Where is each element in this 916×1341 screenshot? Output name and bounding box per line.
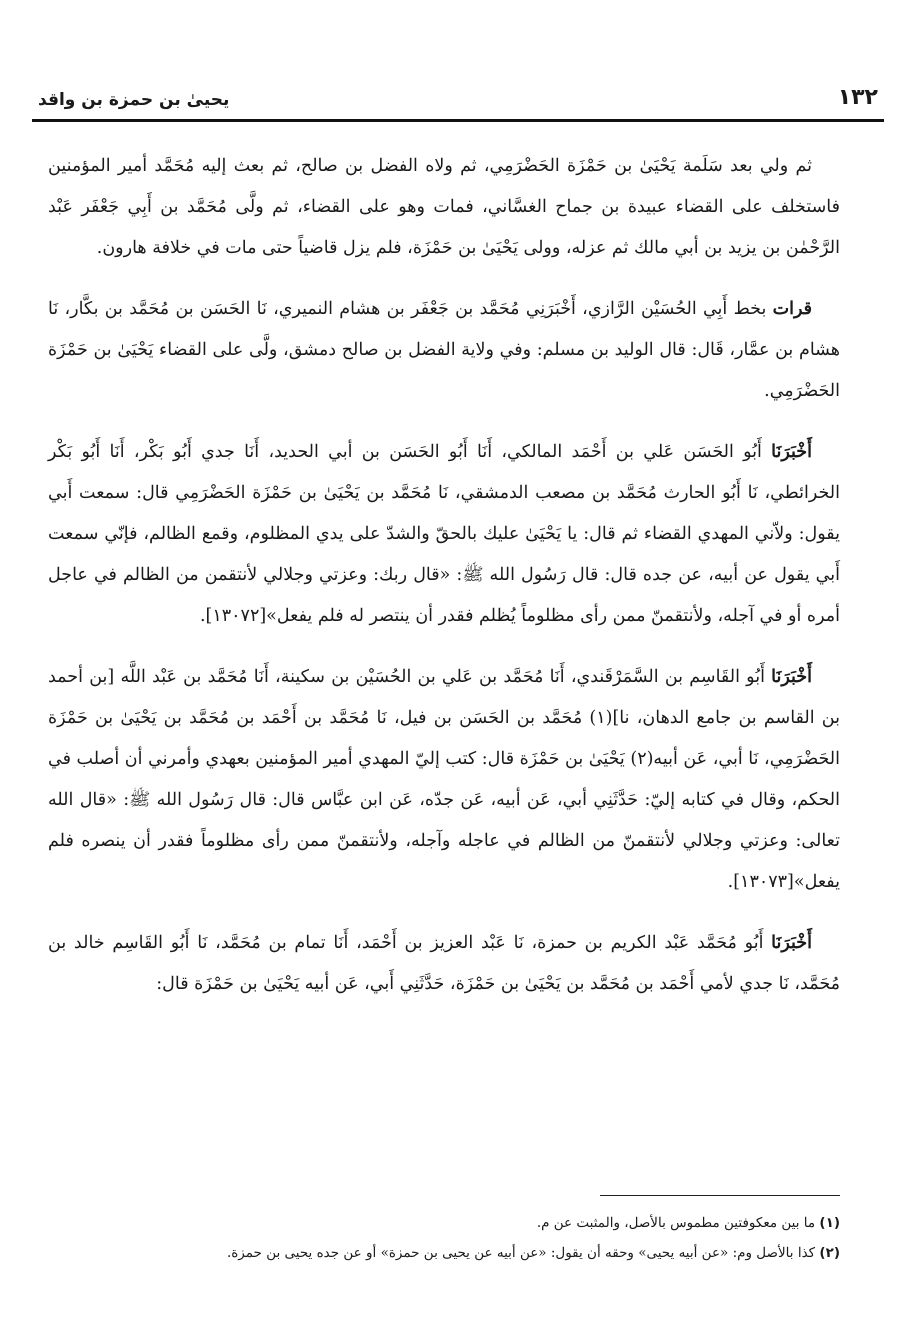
paragraph-4 — [48, 657, 840, 903]
running-head — [38, 80, 878, 110]
paragraph-lead: أَخْبَرَنَا — [771, 933, 812, 953]
paragraph-text: أَبُو الحَسَن عَلي بن أَحْمَد المالكي، أَنَا أَبُو الحَسَن بن أبي الحديد، أَنَا جدي أَبُو بَكْر، أَنَا أَبُو بَكْر الخرائطي، نَا أَبُو الحارث مُحَمَّد بن مصعب الدمشقي، نَا مُحَمَّد بن يَحْيَىٰ بن حَمْزَة الحَضْرَمِي قال: سمعت أَبي يقول: ولاّني المهدي القضاء ثم قال: يا يَحْيَىٰ عليك بالحقّ والشدّ على يدي المظلوم، وقمع الظالم، فإنّي سمعت أَبي يقول عن أبيه، عن جده قال: قال رَسُول الله ﷺ: «قال ربك: وعزتي وجلالي لأنتقمن من الظالم في عاجل أمره أو في آجله، ولأنتقمنّ ممن رأى مظلوماً يُظلم فقدر أن ينتصر له فلم يفعل»[١٣٠٧٢]. — [48, 442, 840, 626]
paragraph-lead: أَخْبَرَنَا — [771, 442, 812, 462]
paragraph-lead: قرات — [772, 299, 812, 319]
footnote-mark: (٢) — [819, 1245, 840, 1261]
footnote-text: ما بين معكوفتين مطموس بالأصل، والمثبت عن م. — [536, 1215, 816, 1231]
header-rule — [32, 119, 884, 122]
paragraph-text: ثم ولي بعد سَلَمة يَحْيَىٰ بن حَمْزَة الحَضْرَمِي، ثم ولاه الفضل بن صالح، ثم بعث إليه مُحَمَّد أمير المؤمنين فاستخلف على القضاء عبيدة بن جماح الغسَّاني، فمات وهو على القضاء، ثم ولَّى مُحَمَّد بن أَبِي جَعْفَر عَبْد الرَّحْمٰن بن يزيد بن أبي مالك ثم عزله، وولى يَحْيَىٰ بن حَمْزَة، فلم يزل قاضياً حتى مات في خلافة هارون. — [48, 156, 840, 258]
page-number: ١٣٢ — [837, 85, 878, 110]
footnote-mark: (١) — [819, 1215, 840, 1231]
paragraph-5 — [48, 923, 840, 1005]
paragraph-2 — [48, 289, 840, 412]
footnote-2 — [48, 1238, 840, 1268]
footnotes — [48, 1208, 840, 1268]
paragraph-3 — [48, 432, 840, 637]
paragraph-lead: أَخْبَرَنَا — [771, 667, 812, 687]
paragraph-text: أَبُو القَاسِم بن السَّمَرْقَندي، أَنَا مُحَمَّد بن عَلي بن الحُسَيْن بن سكينة، أَنَا مُحَمَّد بن عَبْد اللَّه [بن أحمد بن القاسم بن جامع الدهان، نا](١) مُحَمَّد بن الحَسَن بن فيل، نَا مُحَمَّد بن أَحْمَد بن مُحَمَّد بن يَحْيَىٰ بن حَمْزَة الحَضْرَمِي، نَا أبي، عَن أبيه(٢) يَحْيَىٰ بن حَمْزَة قال: كتب إليّ المهدي أمير المؤمنين بعهدي وأمرني أن أصلب في الحكم، وقال في كتابه إليّ: حَدَّثَنِي أبي، عَن أبيه، عَن جدّه، عَن ابن عبَّاس قال: قال رَسُول الله ﷺ: «قال الله تعالى: وعزتي وجلالي لأنتقمنّ من الظالم في عاجله وآجله، ولأنتقمنّ ممن رأى مظلوماً فقدر أن ينصره فلم يفعل»[١٣٠٧٣]. — [48, 667, 840, 892]
paragraph-1 — [48, 146, 840, 269]
paragraph-text: بخط أَبِي الحُسَيْن الرَّازي، أَخْبَرَنِي مُحَمَّد بن جَعْفَر بن هشام النميري، نَا الحَسَن بن مُحَمَّد بن بكَّار، نَا هشام بن عمَّار، قَال: قال الوليد بن مسلم: وفي ولاية الفضل بن صالح دمشق، ولَّى على القضاء يَحْيَىٰ بن حَمْزَة الحَضْرَمِي. — [48, 299, 840, 401]
footnote-text: كذا بالأصل وم: «عن أبيه يحيى» وحقه أن يقول: «عن أبيه عن يحيى بن حمزة» أو عن جده يحيى بن حمزة. — [226, 1245, 816, 1261]
footnote-rule — [600, 1195, 840, 1196]
footnote-1 — [48, 1208, 840, 1238]
main-text — [48, 146, 840, 1025]
paragraph-text: أَبُو مُحَمَّد عَبْد الكريم بن حمزة، نَا عَبْد العزيز بن أَحْمَد، أَنَا تمام بن مُحَمَّد، نَا أَبُو القَاسِم خالد بن مُحَمَّد، نَا جدي لأمي أَحْمَد بن مُحَمَّد بن يَحْيَىٰ بن حَمْزَة، حَدَّثَنِي أَبي، عَن أبيه يَحْيَىٰ بن حَمْزَة قال: — [48, 933, 840, 994]
running-title: يحيىٰ بن حمزة بن واقد — [38, 90, 230, 110]
